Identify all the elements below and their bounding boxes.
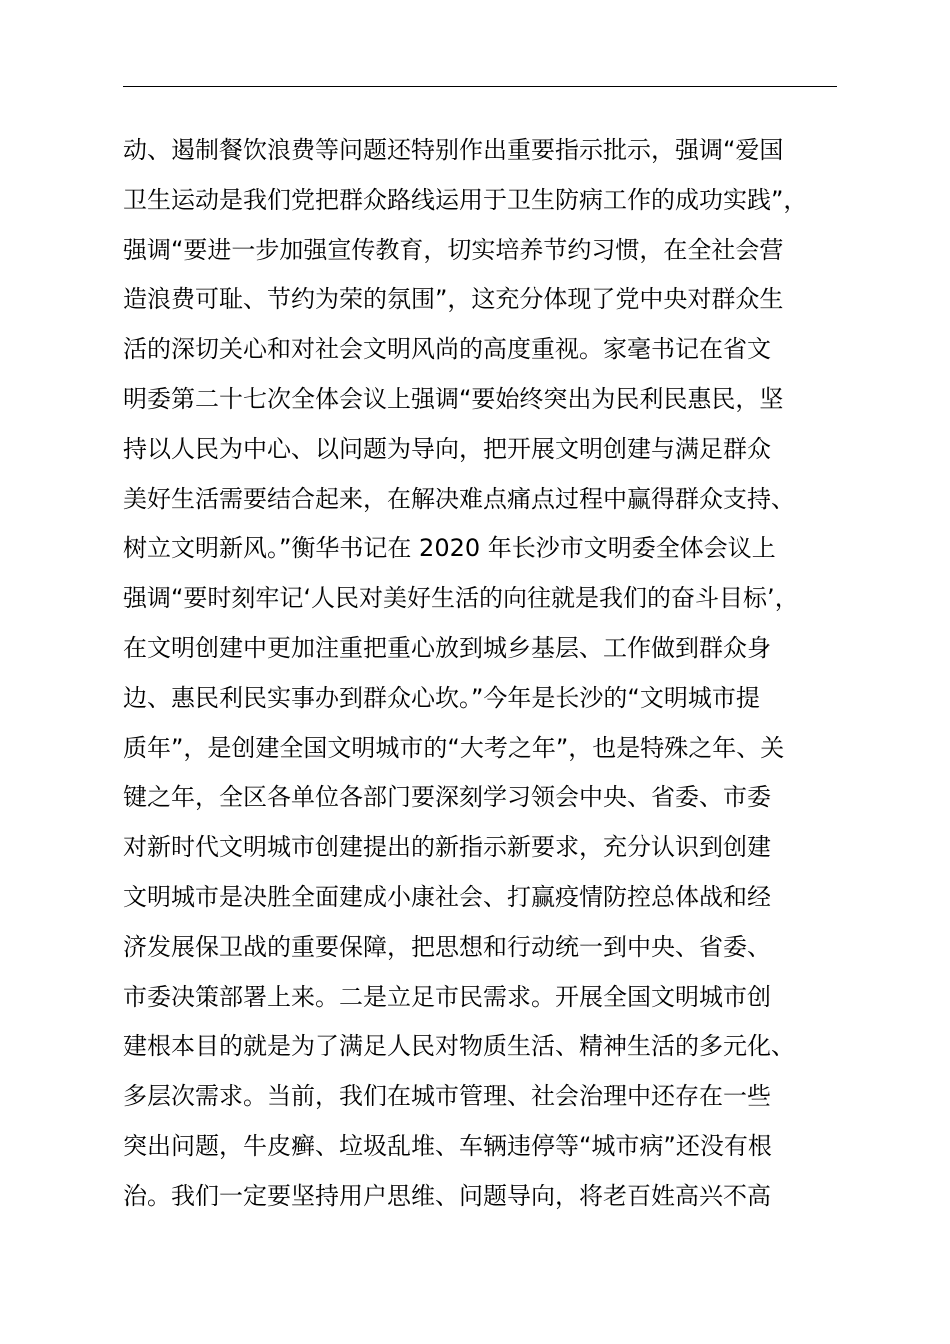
text-line: 明委第二十七次全体会议上强调“要始终突出为民利民惠民，坚 bbox=[123, 384, 784, 413]
text-line: 治。我们一定要坚持用户思维、问题导向，将老百姓高兴不高 bbox=[123, 1181, 771, 1210]
text-line: 市委决策部署上来。二是立足市民需求。开展全国文明城市创 bbox=[123, 982, 771, 1011]
text-line: 美好生活需要结合起来，在解决难点痛点过程中赢得群众支持、 bbox=[123, 484, 795, 513]
text-line: 键之年，全区各单位各部门要深刻学习领会中央、省委、市委 bbox=[123, 783, 771, 812]
document-body bbox=[123, 126, 845, 1222]
text-line: 济发展保卫战的重要保障，把思想和行动统一到中央、省委、 bbox=[123, 932, 771, 961]
text-line: 强调“要时刻牢记‘人民对美好生活的向往就是我们的奋斗目标’， bbox=[123, 584, 799, 613]
text-line: 强调“要进一步加强宣传教育，切实培养节约习惯，在全社会营 bbox=[123, 235, 784, 264]
text-line: 边、惠民利民实事办到群众心坎。”今年是长沙的“文明城市提 bbox=[123, 683, 760, 712]
text-line: 造浪费可耻、节约为荣的氛围”，这充分体现了党中央对群众生 bbox=[123, 285, 784, 314]
text-line: 对新时代文明城市创建提出的新指示新要求，充分认识到创建 bbox=[123, 833, 771, 862]
text-line: 动、遏制餐饮浪费等问题还特别作出重要指示批示，强调“爱国 bbox=[123, 136, 784, 164]
text-line: 文明城市是决胜全面建成小康社会、打赢疫情防控总体战和经 bbox=[123, 882, 771, 911]
text-line: 树立文明新风。”衡华书记在 2020 年长沙市文明委全体会议上 bbox=[123, 534, 776, 563]
text-line: 持以人民为中心、以问题为导向，把开展文明创建与满足群众 bbox=[123, 434, 771, 463]
text-line: 卫生运动是我们党把群众路线运用于卫生防病工作的成功实践”， bbox=[123, 185, 808, 214]
text-line: 在文明创建中更加注重把重心放到城乡基层、工作做到群众身 bbox=[123, 633, 771, 662]
text-line: 建根本目的就是为了满足人民对物质生活、精神生活的多元化、 bbox=[123, 1032, 795, 1061]
text-line: 活的深切关心和对社会文明风尚的高度重视。家毫书记在省文 bbox=[123, 335, 771, 364]
header-rule bbox=[123, 86, 837, 87]
text-line: 质年”，是创建全国文明城市的“大考之年”，也是特殊之年、关 bbox=[123, 733, 785, 762]
text-line: 多层次需求。当前，我们在城市管理、社会治理中还存在一些 bbox=[123, 1082, 771, 1111]
text-line: 突出问题，牛皮癣、垃圾乱堆、车辆违停等“城市病”还没有根 bbox=[123, 1131, 772, 1160]
